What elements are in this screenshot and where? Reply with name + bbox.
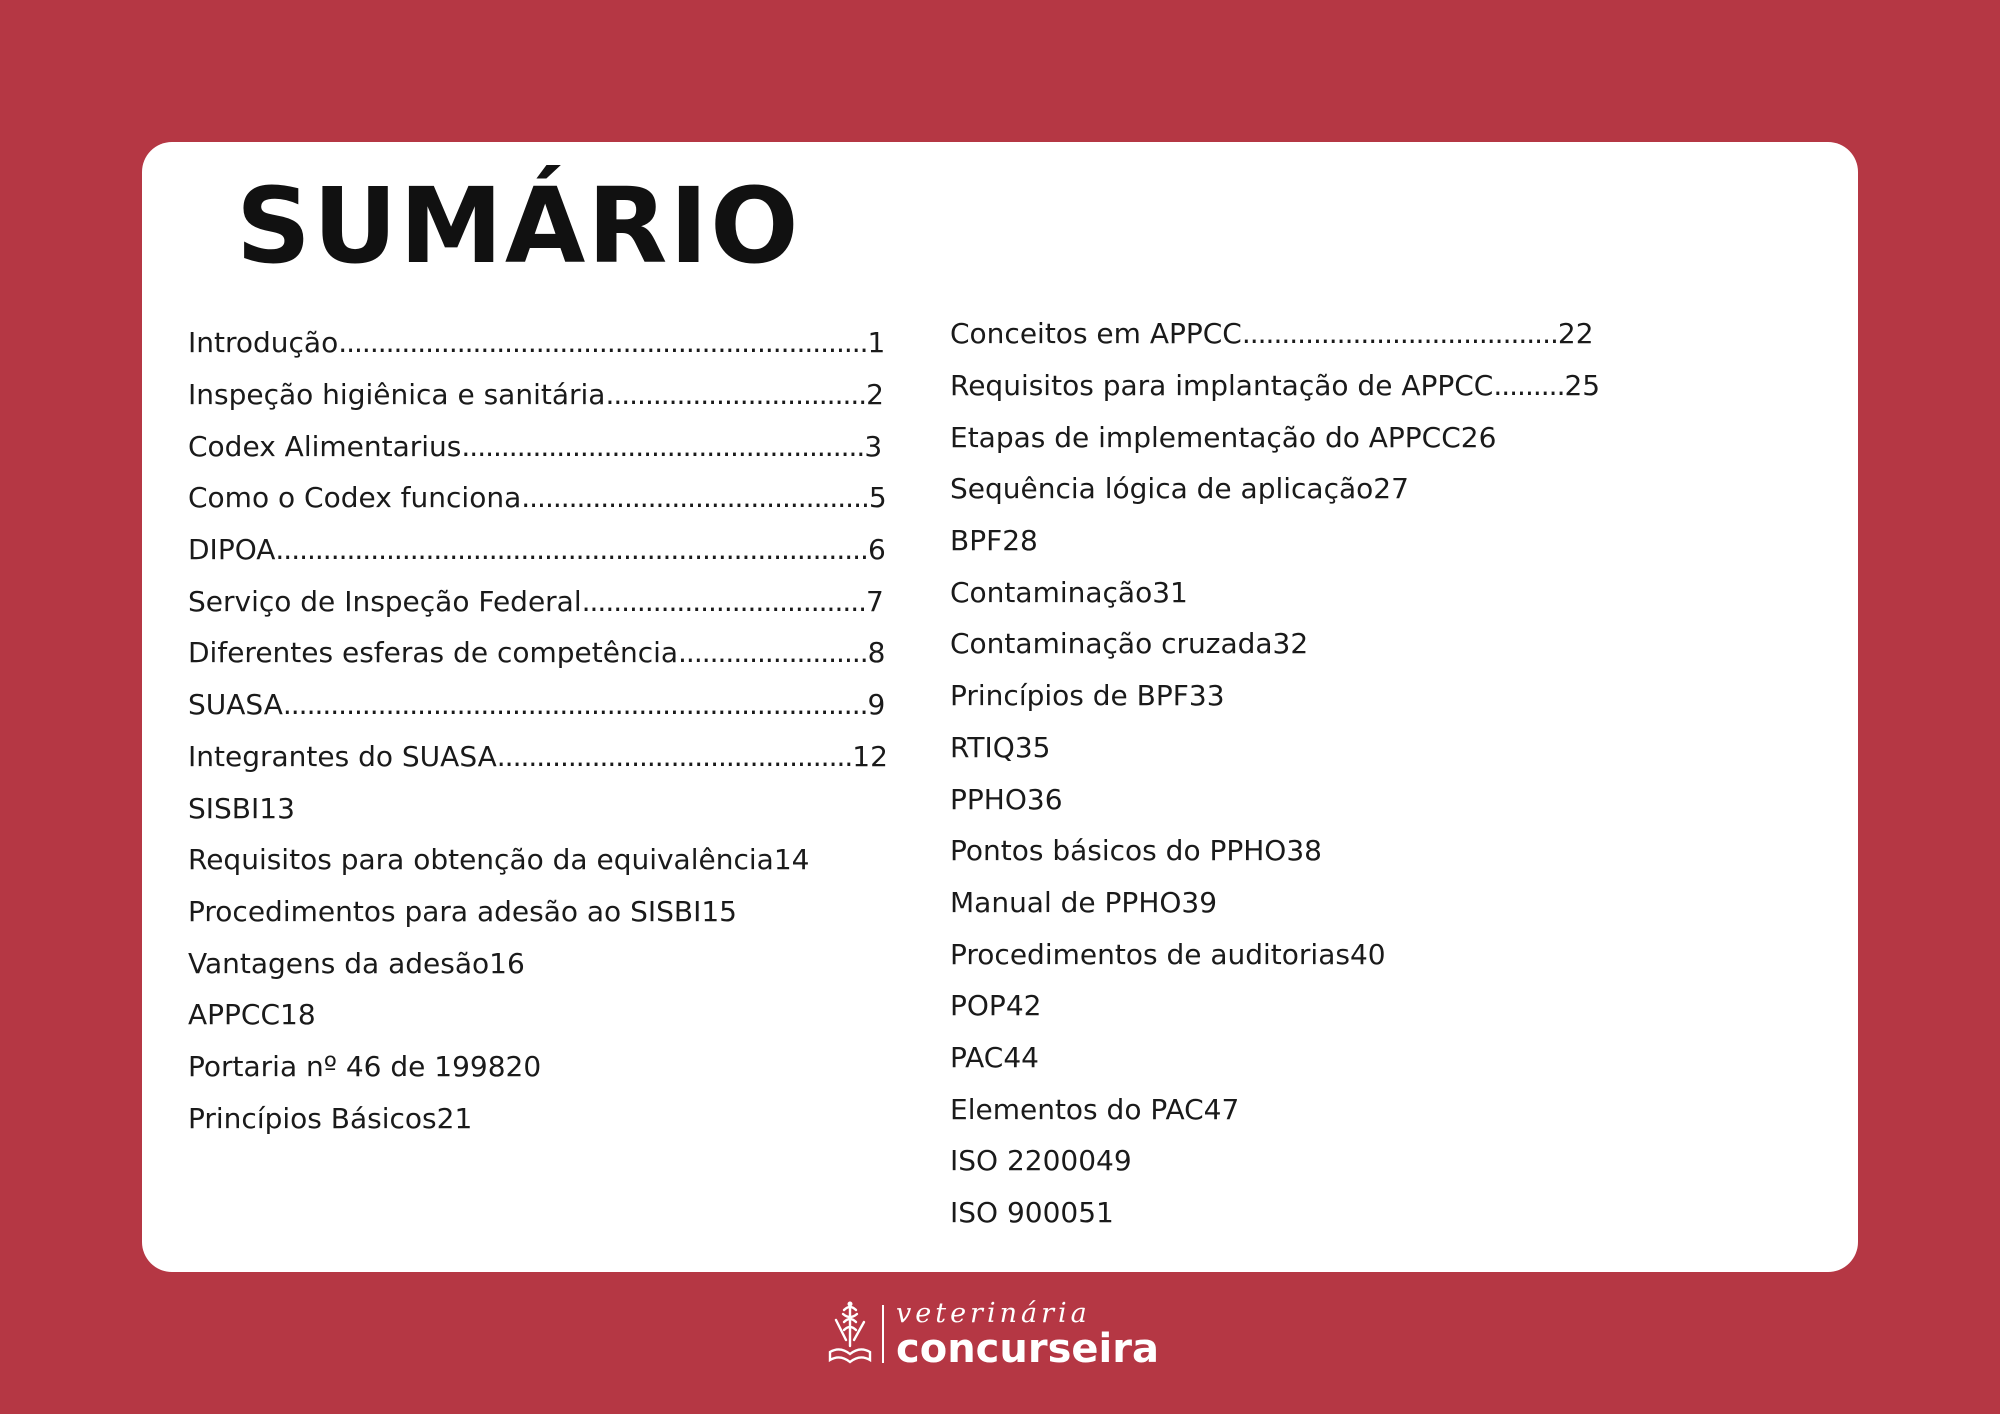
toc-entry-label: Conceitos em APPCC xyxy=(950,317,1242,351)
toc-entry-page: 42 xyxy=(1005,989,1042,1023)
toc-dot-leader: ......... xyxy=(1493,369,1565,403)
toc-entry xyxy=(950,1032,1600,1084)
toc-entry-page: 44 xyxy=(1003,1040,1039,1074)
toc-entry-label: Contaminação cruzada xyxy=(950,627,1273,661)
toc-entry-page: 49 xyxy=(1096,1144,1132,1178)
toc-entry-label: Etapas de implementação do APPCC xyxy=(950,420,1461,454)
toc-entry xyxy=(950,670,1600,722)
logo-line-1: veterinária xyxy=(896,1297,1091,1329)
toc-entry xyxy=(188,937,888,989)
toc-entry-label: Integrantes do SUASA xyxy=(188,739,497,773)
toc-entry-label: ISO 9000 xyxy=(950,1196,1079,1230)
page-title: SUMÁRIO xyxy=(236,165,801,287)
toc-entry xyxy=(950,463,1600,515)
toc-entry-page: 14 xyxy=(773,843,810,877)
toc-dot-leader: ............................................ xyxy=(521,481,869,515)
toc-entry-label: Como o Codex funciona xyxy=(188,481,522,515)
toc-card xyxy=(142,142,1858,1272)
toc-entry-page: 31 xyxy=(1152,575,1188,609)
toc-entry-page: 47 xyxy=(1203,1092,1240,1126)
toc-entry-label: Serviço de Inspeção Federal xyxy=(188,584,582,618)
toc-entry-page: 40 xyxy=(1349,937,1386,971)
brand-logo xyxy=(826,1298,1166,1370)
toc-entry-label: Princípios de BPF xyxy=(950,679,1189,713)
toc-entry xyxy=(188,317,888,369)
toc-entry-label: BPF xyxy=(950,524,1003,558)
toc-entry-page: 18 xyxy=(280,998,316,1032)
toc-entry xyxy=(950,360,1600,412)
toc-entry xyxy=(188,1041,888,1093)
toc-entry-page: 27 xyxy=(1373,472,1409,506)
toc-entry-label: Princípios Básicos xyxy=(188,1101,437,1135)
logo-wordmark xyxy=(896,1297,1159,1372)
toc-entry-label: PPHO xyxy=(950,782,1027,816)
toc-column-right xyxy=(950,308,1600,1238)
toc-dot-leader: ................................. xyxy=(605,378,867,412)
toc-entry xyxy=(188,575,888,627)
toc-dot-leader: .................................... xyxy=(581,584,867,618)
toc-entry xyxy=(188,731,888,783)
toc-entry-page: 8 xyxy=(867,636,886,670)
toc-entry xyxy=(950,618,1600,670)
toc-entry xyxy=(188,782,888,834)
toc-entry-label: Codex Alimentarius xyxy=(188,429,462,463)
toc-entry-label: POP xyxy=(950,989,1006,1023)
toc-entry-label: Contaminação xyxy=(950,575,1153,609)
caduceus-book-icon xyxy=(826,1300,874,1368)
toc-entry-page: 3 xyxy=(864,429,883,463)
toc-entry xyxy=(950,411,1600,463)
toc-entry xyxy=(188,834,888,886)
toc-entry-page: 35 xyxy=(1014,730,1051,764)
toc-entry-page: 32 xyxy=(1272,627,1309,661)
toc-entry-label: Procedimentos para adesão ao SISBI xyxy=(188,894,702,928)
toc-entry xyxy=(950,877,1600,929)
toc-entry-page: 25 xyxy=(1564,369,1601,403)
toc-entry-page: 38 xyxy=(1286,834,1322,868)
toc-entry-page: 1 xyxy=(867,326,886,360)
toc-entry-page: 15 xyxy=(701,894,737,928)
toc-entry xyxy=(188,472,888,524)
toc-entry-label: Elementos do PAC xyxy=(950,1092,1204,1126)
toc-entry-label: ISO 22000 xyxy=(950,1144,1097,1178)
toc-entry-page: 20 xyxy=(505,1049,542,1083)
toc-entry-label: Portaria nº 46 de 1998 xyxy=(188,1049,506,1083)
toc-dot-leader: ................................................................... xyxy=(338,326,868,360)
toc-entry-page: 2 xyxy=(866,378,884,412)
toc-entry-label: SISBI xyxy=(188,791,260,825)
toc-dot-leader: ........................................................................... xyxy=(275,533,868,567)
toc-entry xyxy=(188,524,888,576)
toc-entry xyxy=(950,928,1600,980)
toc-entry-label: Requisitos para implantação de APPCC xyxy=(950,369,1494,403)
toc-entry-page: 39 xyxy=(1181,885,1218,919)
toc-column-left xyxy=(188,317,888,1144)
toc-entry xyxy=(950,722,1600,774)
toc-entry xyxy=(188,1092,888,1144)
toc-entry xyxy=(950,566,1600,618)
toc-entry-page: 22 xyxy=(1557,317,1594,351)
toc-dot-leader: ............................................. xyxy=(496,739,853,773)
toc-dot-leader: ........................................ xyxy=(1241,317,1558,351)
toc-entry-page: 21 xyxy=(436,1101,473,1135)
toc-entry-label: Manual de PPHO xyxy=(950,885,1182,919)
toc-entry-label: Procedimentos de auditorias xyxy=(950,937,1350,971)
toc-entry-page: 51 xyxy=(1078,1196,1114,1230)
toc-entry-page: 16 xyxy=(489,946,525,980)
toc-entry-page: 26 xyxy=(1460,420,1497,454)
toc-entry-label: Inspeção higiênica e sanitária xyxy=(188,378,606,412)
toc-entry xyxy=(188,627,888,679)
toc-entry xyxy=(188,420,888,472)
toc-entry-page: 5 xyxy=(868,481,887,515)
toc-entry-page: 36 xyxy=(1026,782,1063,816)
toc-entry xyxy=(188,679,888,731)
toc-entry-label: APPCC xyxy=(188,998,281,1032)
toc-entry-label: Introdução xyxy=(188,326,339,360)
toc-dot-leader: ........................ xyxy=(678,636,868,670)
toc-entry xyxy=(188,989,888,1041)
logo-line-2: concurseira xyxy=(896,1325,1159,1372)
toc-entry-page: 6 xyxy=(867,533,886,567)
toc-entry xyxy=(950,308,1600,360)
toc-entry-label: PAC xyxy=(950,1040,1004,1074)
toc-entry-page: 9 xyxy=(867,688,886,722)
toc-dot-leader: ................................................... xyxy=(461,429,865,463)
toc-entry-page: 7 xyxy=(866,584,884,618)
toc-entry-label: Pontos básicos do PPHO xyxy=(950,834,1287,868)
toc-entry xyxy=(950,825,1600,877)
toc-entry-label: Vantagens da adesão xyxy=(188,946,490,980)
toc-dot-leader: .......................................................................... xyxy=(282,688,868,722)
toc-entry-page: 13 xyxy=(259,791,295,825)
toc-entry-page: 33 xyxy=(1188,679,1225,713)
toc-entry-page: 28 xyxy=(1002,524,1038,558)
toc-entry xyxy=(950,515,1600,567)
toc-entry xyxy=(950,773,1600,825)
toc-entry-label: RTIQ xyxy=(950,730,1015,764)
toc-entry-label: Sequência lógica de aplicação xyxy=(950,472,1374,506)
toc-entry xyxy=(950,980,1600,1032)
toc-entry xyxy=(950,1135,1600,1187)
toc-entry xyxy=(950,1187,1600,1239)
toc-entry-label: DIPOA xyxy=(188,533,276,567)
toc-entry-page: 12 xyxy=(852,739,888,773)
toc-entry xyxy=(188,369,888,421)
logo-divider xyxy=(882,1305,884,1363)
toc-entry xyxy=(188,886,888,938)
toc-entry-label: Diferentes esferas de competência xyxy=(188,636,679,670)
toc-entry xyxy=(950,1083,1600,1135)
toc-entry-label: Requisitos para obtenção da equivalência xyxy=(188,843,774,877)
toc-entry-label: SUASA xyxy=(188,688,283,722)
